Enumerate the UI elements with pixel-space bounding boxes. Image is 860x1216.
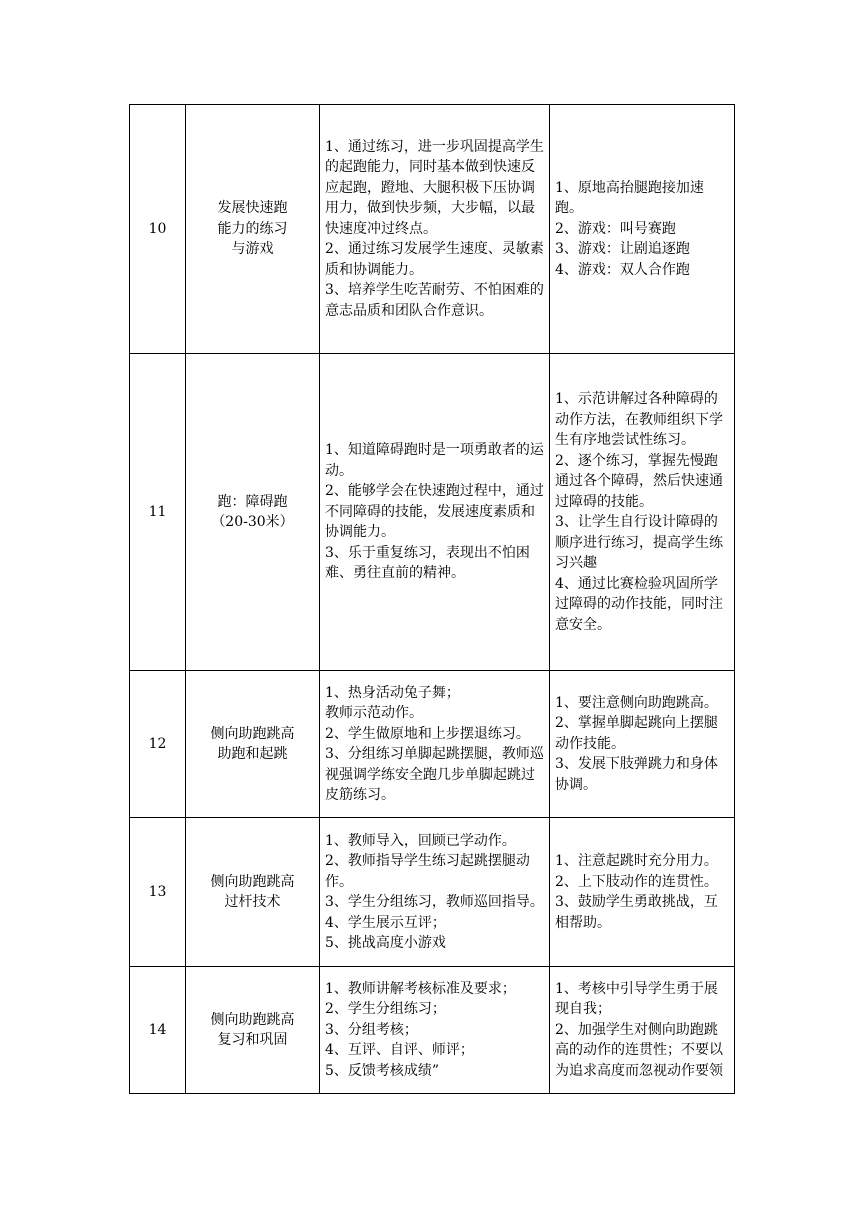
lesson-number: 13 <box>130 818 186 967</box>
method-item: 1、考核中引导学生勇于展现自我； <box>555 980 718 1018</box>
table-row <box>130 105 735 354</box>
title-line: 发展快速跑 <box>217 200 288 217</box>
table-row <box>130 967 735 1094</box>
title-line: （20-30米） <box>211 514 294 530</box>
goal-item: 5、反馈考核成绩” <box>325 1062 440 1079</box>
lesson-plan-table <box>129 104 735 1094</box>
method-item: 3、鼓励学生勇敢挑战，互相帮助。 <box>555 894 718 931</box>
goal-item: 5、挑战高度小游戏 <box>325 935 446 951</box>
method-item: 1、原地高抬腿跑接加速跑。 <box>555 179 704 217</box>
goal-item: 3、分组练习单脚起跳摆腿，教师巡视强调学练安全跑几步单脚起跳过皮筋练习。 <box>325 746 544 803</box>
lesson-title <box>186 105 320 354</box>
goal-item: 1、通过练习，进一步巩固提高学生的起跑能力，同时基本做到快速反应起跑，蹬地、大腿积极下压协调用力，做到快步频，大步幅，以最快速度冲过终点。 <box>325 138 544 237</box>
goal-item: 2、能够学会在快速跑过程中，通过不同障碍的技能，发展速度素质和协调能力。 <box>325 483 544 541</box>
lesson-goals <box>320 967 550 1094</box>
method-item: 4、通过比赛检验巩固所学过障碍的动作技能，同时注意安全。 <box>555 575 723 633</box>
goal-item: 教师示范动作。 <box>325 705 423 721</box>
lesson-goals <box>320 354 550 671</box>
title-line: 侧向助跑跳高 <box>210 725 295 742</box>
lesson-number: 11 <box>130 354 186 671</box>
method-item: 4、游戏：双人合作跑 <box>555 261 690 278</box>
goal-item: 3、乐于重复练习，表现出不怕困难、勇往直前的精神。 <box>325 544 530 582</box>
lesson-number: 12 <box>130 671 186 818</box>
title-line: 与游戏 <box>231 241 274 258</box>
lesson-methods <box>550 671 735 818</box>
title-line: 复习和巩固 <box>217 1032 288 1048</box>
method-item: 2、掌握单脚起跳向上摆腿动作技能。 <box>555 715 718 752</box>
goal-item: 1、教师讲解考核标准及要求； <box>325 980 516 997</box>
goal-item: 3、学生分组练习，教师巡回指导。 <box>325 894 544 910</box>
goal-item: 3、培养学生吃苦耐劳、不怕困难的意志品质和团队合作意识。 <box>325 282 544 319</box>
goal-item: 1、知道障碍跑时是一项勇敢者的运动。 <box>325 442 544 479</box>
title-line: 侧向助跑跳高 <box>210 1011 295 1028</box>
goal-item: 2、学生做原地和上步摆退练习。 <box>325 725 530 742</box>
lesson-goals <box>320 105 550 354</box>
method-item: 3、让学生自行设计障碍的顺序进行练习，提高学生练习兴趣 <box>555 514 723 571</box>
table-row <box>130 354 735 671</box>
title-line: 过杆技术 <box>224 894 281 910</box>
goal-item: 4、学生展示互评； <box>325 914 446 931</box>
goal-item: 3、分组考核； <box>325 1021 418 1038</box>
method-item: 1、示范讲解过各种障碍的动作方法，在教师组织下学生有序地尝试性练习。 <box>555 391 723 448</box>
table-row <box>130 671 735 818</box>
goal-item: 2、通过练习发展学生速度、灵敏素质和协调能力。 <box>325 241 544 278</box>
lesson-number: 14 <box>130 967 186 1094</box>
method-item: 3、发展下肢弹跳力和身体协调。 <box>555 756 718 793</box>
lesson-methods <box>550 818 735 967</box>
title-line: 能力的练习 <box>217 220 288 237</box>
method-item: 2、逐个练习，掌握先慢跑通过各个障碍，然后快速通过障碍的技能。 <box>555 452 723 510</box>
lesson-methods <box>550 967 735 1094</box>
goal-item: 1、教师导入，回顾已学动作。 <box>325 832 516 849</box>
lesson-methods <box>550 105 735 354</box>
title-line: 跑：障碍跑 <box>217 493 288 510</box>
lesson-title <box>186 967 320 1094</box>
lesson-goals <box>320 671 550 818</box>
goal-item: 1、热身活动兔子舞； <box>325 684 460 701</box>
lesson-title <box>186 671 320 818</box>
method-item: 1、要注意侧向助跑跳高。 <box>555 694 718 711</box>
title-line: 侧向助跑跳高 <box>210 873 295 890</box>
method-item: 1、注意起跳时充分用力。 <box>555 853 718 869</box>
table-row <box>130 818 735 967</box>
lesson-number: 10 <box>130 105 186 354</box>
method-item: 2、加强学生对侧向助跑跳高的动作的连贯性；不要以为追求高度而忽视动作要领 <box>555 1021 723 1079</box>
title-line: 助跑和起跳 <box>217 746 288 762</box>
lesson-goals <box>320 818 550 967</box>
goal-item: 2、教师指导学生练习起跳摆腿动作。 <box>325 853 530 890</box>
method-item: 3、游戏：让剧追逐跑 <box>555 241 690 258</box>
lesson-title <box>186 354 320 671</box>
goal-item: 4、互评、自评、师评； <box>325 1042 474 1059</box>
lesson-title <box>186 818 320 967</box>
lesson-methods <box>550 354 735 671</box>
goal-item: 2、学生分组练习； <box>325 1001 446 1018</box>
method-item: 2、游戏：叫号赛跑 <box>555 220 676 237</box>
method-item: 2、上下肢动作的连贯性。 <box>555 873 718 890</box>
